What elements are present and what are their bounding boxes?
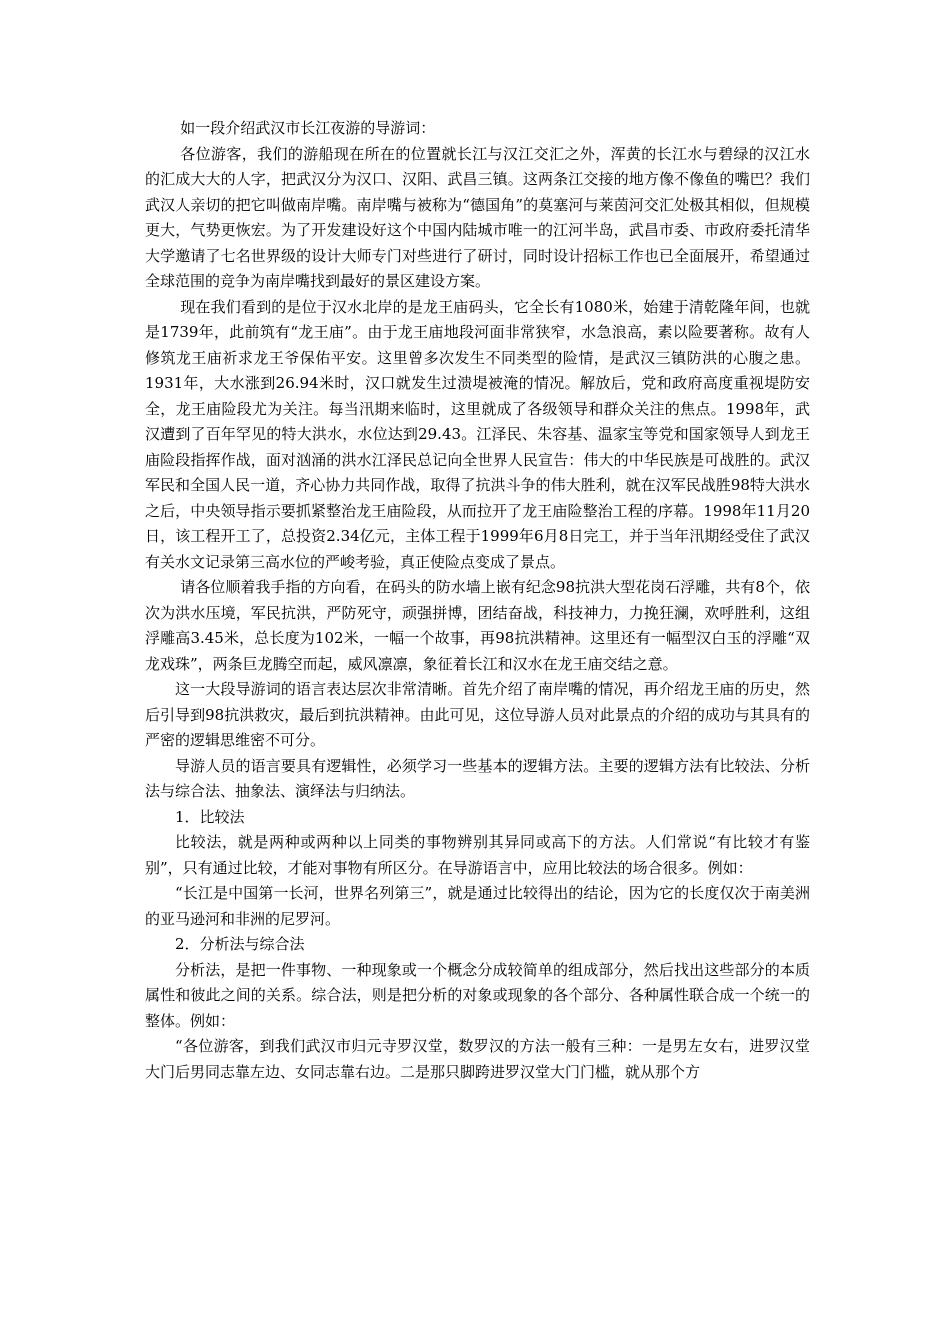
analysis-synthesis-definition-paragraph: 分析法，是把一件事物、一种现象或一个概念分成较简单的组成部分，然后找出这些部分的本质属性和彼此之间的关系。综合法，则是把分析的对象或现象的各个部分、各种属性联合成一个统一的整体。例如： xyxy=(145,960,810,1030)
comparison-example-paragraph: “长江是中国第一长河，世界名列第三”，就是通过比较得出的结论，因为它的长度仅次于南美洲的亚马逊河和非洲的尼罗河。 xyxy=(145,884,810,928)
intro-paragraph: 如一段介绍武汉市长江夜游的导游词： xyxy=(180,119,436,137)
analysis-synthesis-example-paragraph: “各位游客，到我们武汉市归元寺罗汉堂，数罗汉的方法一般有三种：一是男左女右，进罗汉堂大门后男同志靠左边、女同志靠右边。二是那只脚跨进罗汉堂大门门槛，就从那个方 xyxy=(145,1037,810,1081)
guide-paragraph-relief: 请各位顺着我手指的方向看，在码头的防水墙上嵌有纪念98抗洪大型花岗石浮雕，共有8个，依次为洪水压境，军民抗洪，严防死守，顽强拼博，团结奋战，科技神力，力挽狂澜，欢呼胜利，这组浮雕高3.45米，总长度为102米，一幅一个故事，再98抗洪精神。这里还有一幅型汉白玉的浮雕“双龙戏珠”，两条巨龙腾空而起，威风凛凛，象征着长江和汉水在龙王庙交结之意。 xyxy=(145,578,810,673)
comparison-definition-paragraph: 比较法，就是两种或两种以上同类的事物辨别其异同或高下的方法。人们常说“有比较才有鉴别”，只有通过比较，才能对事物有所区分。在导游语言中，应用比较法的场合很多。例如： xyxy=(145,833,810,877)
guide-paragraph-longwangmiao: 现在我们看到的是位于汉水北岸的是龙王庙码头，它全长有1080米，始建于清乾隆年间，也就是1739年，此前筑有“龙王庙”。由于龙王庙地段河面非常狭窄，水急浪高，素以险要著称。故有人修筑龙王庙祈求龙王爷保佑平安。这里曾多次发生不同类型的险情，是武汉三镇防洪的心腹之患。1931年，大水涨到26.94米时，汉口就发生过溃堤被淹的情况。解放后，党和政府高度重视堤防安全，龙王庙险段尤为关注。每当汛期来临时，这里就成了各级领导和群众关注的焦点。1998年，武汉遭到了百年罕见的特大洪水，水位达到29.43。江泽民、朱容基、温家宝等党和国家领导人到龙王庙险段指挥作战，面对汹涌的洪水江泽民总记向全世界人民宣告：伟大的中华民族是可战胜的。武汉军民和全国人民一道，齐心协力共同作战，取得了抗洪斗争的伟大胜利，就在汉军民战胜98特大洪水之后，中央领导指示要抓紧整治龙王庙险段，从而拉开了龙王庙险整治工程的序幕。1998年11月20日，该工程开工了，总投资2.34亿元，主体工程于1999年6月8日完工，并于当年汛期经受住了武汉有关水文记录第三高水位的严峻考验，真正使险点变成了景点。 xyxy=(145,297,810,571)
section-heading-comparison: 1．比较法 xyxy=(175,807,245,826)
analysis-paragraph: 这一大段导游词的语言表达层次非常清晰。首先介绍了南岸嘴的情况，再介绍龙王庙的历史，然后引导到98抗洪救灾，最后到抗洪精神。由此可见，这位导游人员对此景点的介绍的成功与其具有的严密的逻辑思维密不可分。 xyxy=(145,680,810,749)
guide-paragraph-nananzui: 各位游客，我们的游船现在所在的位置就长江与汉江交汇之外，浑黄的长江水与碧绿的汉江水的汇成大大的人字，把武汉分为汉口、汉阳、武昌三镇。这两条江交接的地方像不像鱼的嘴巴？我们武汉人亲切的把它叫做南岸嘴。南岸嘴与被称为“德国角”的莫塞河与莱茵河交汇处极其相似，但规模更大，气势更恢宏。为了开发建设好这个中国内陆城市唯一的江河半岛，武昌市委、市政府委托清华大学邀请了七名世界级的设计大师专门对些进行了研讨，同时设计招标工作也已全面展开，希望通过全球范围的竞争为南岸嘴找到最好的景区建设方案。 xyxy=(145,144,810,290)
section-heading-analysis-synthesis: 2．分析法与综合法 xyxy=(175,935,305,953)
logic-methods-paragraph: 导游人员的语言要具有逻辑性，必须学习一些基本的逻辑方法。主要的逻辑方法有比较法、分析法与综合法、抽象法、演绎法与归纳法。 xyxy=(145,756,810,800)
document-page xyxy=(145,116,810,1085)
